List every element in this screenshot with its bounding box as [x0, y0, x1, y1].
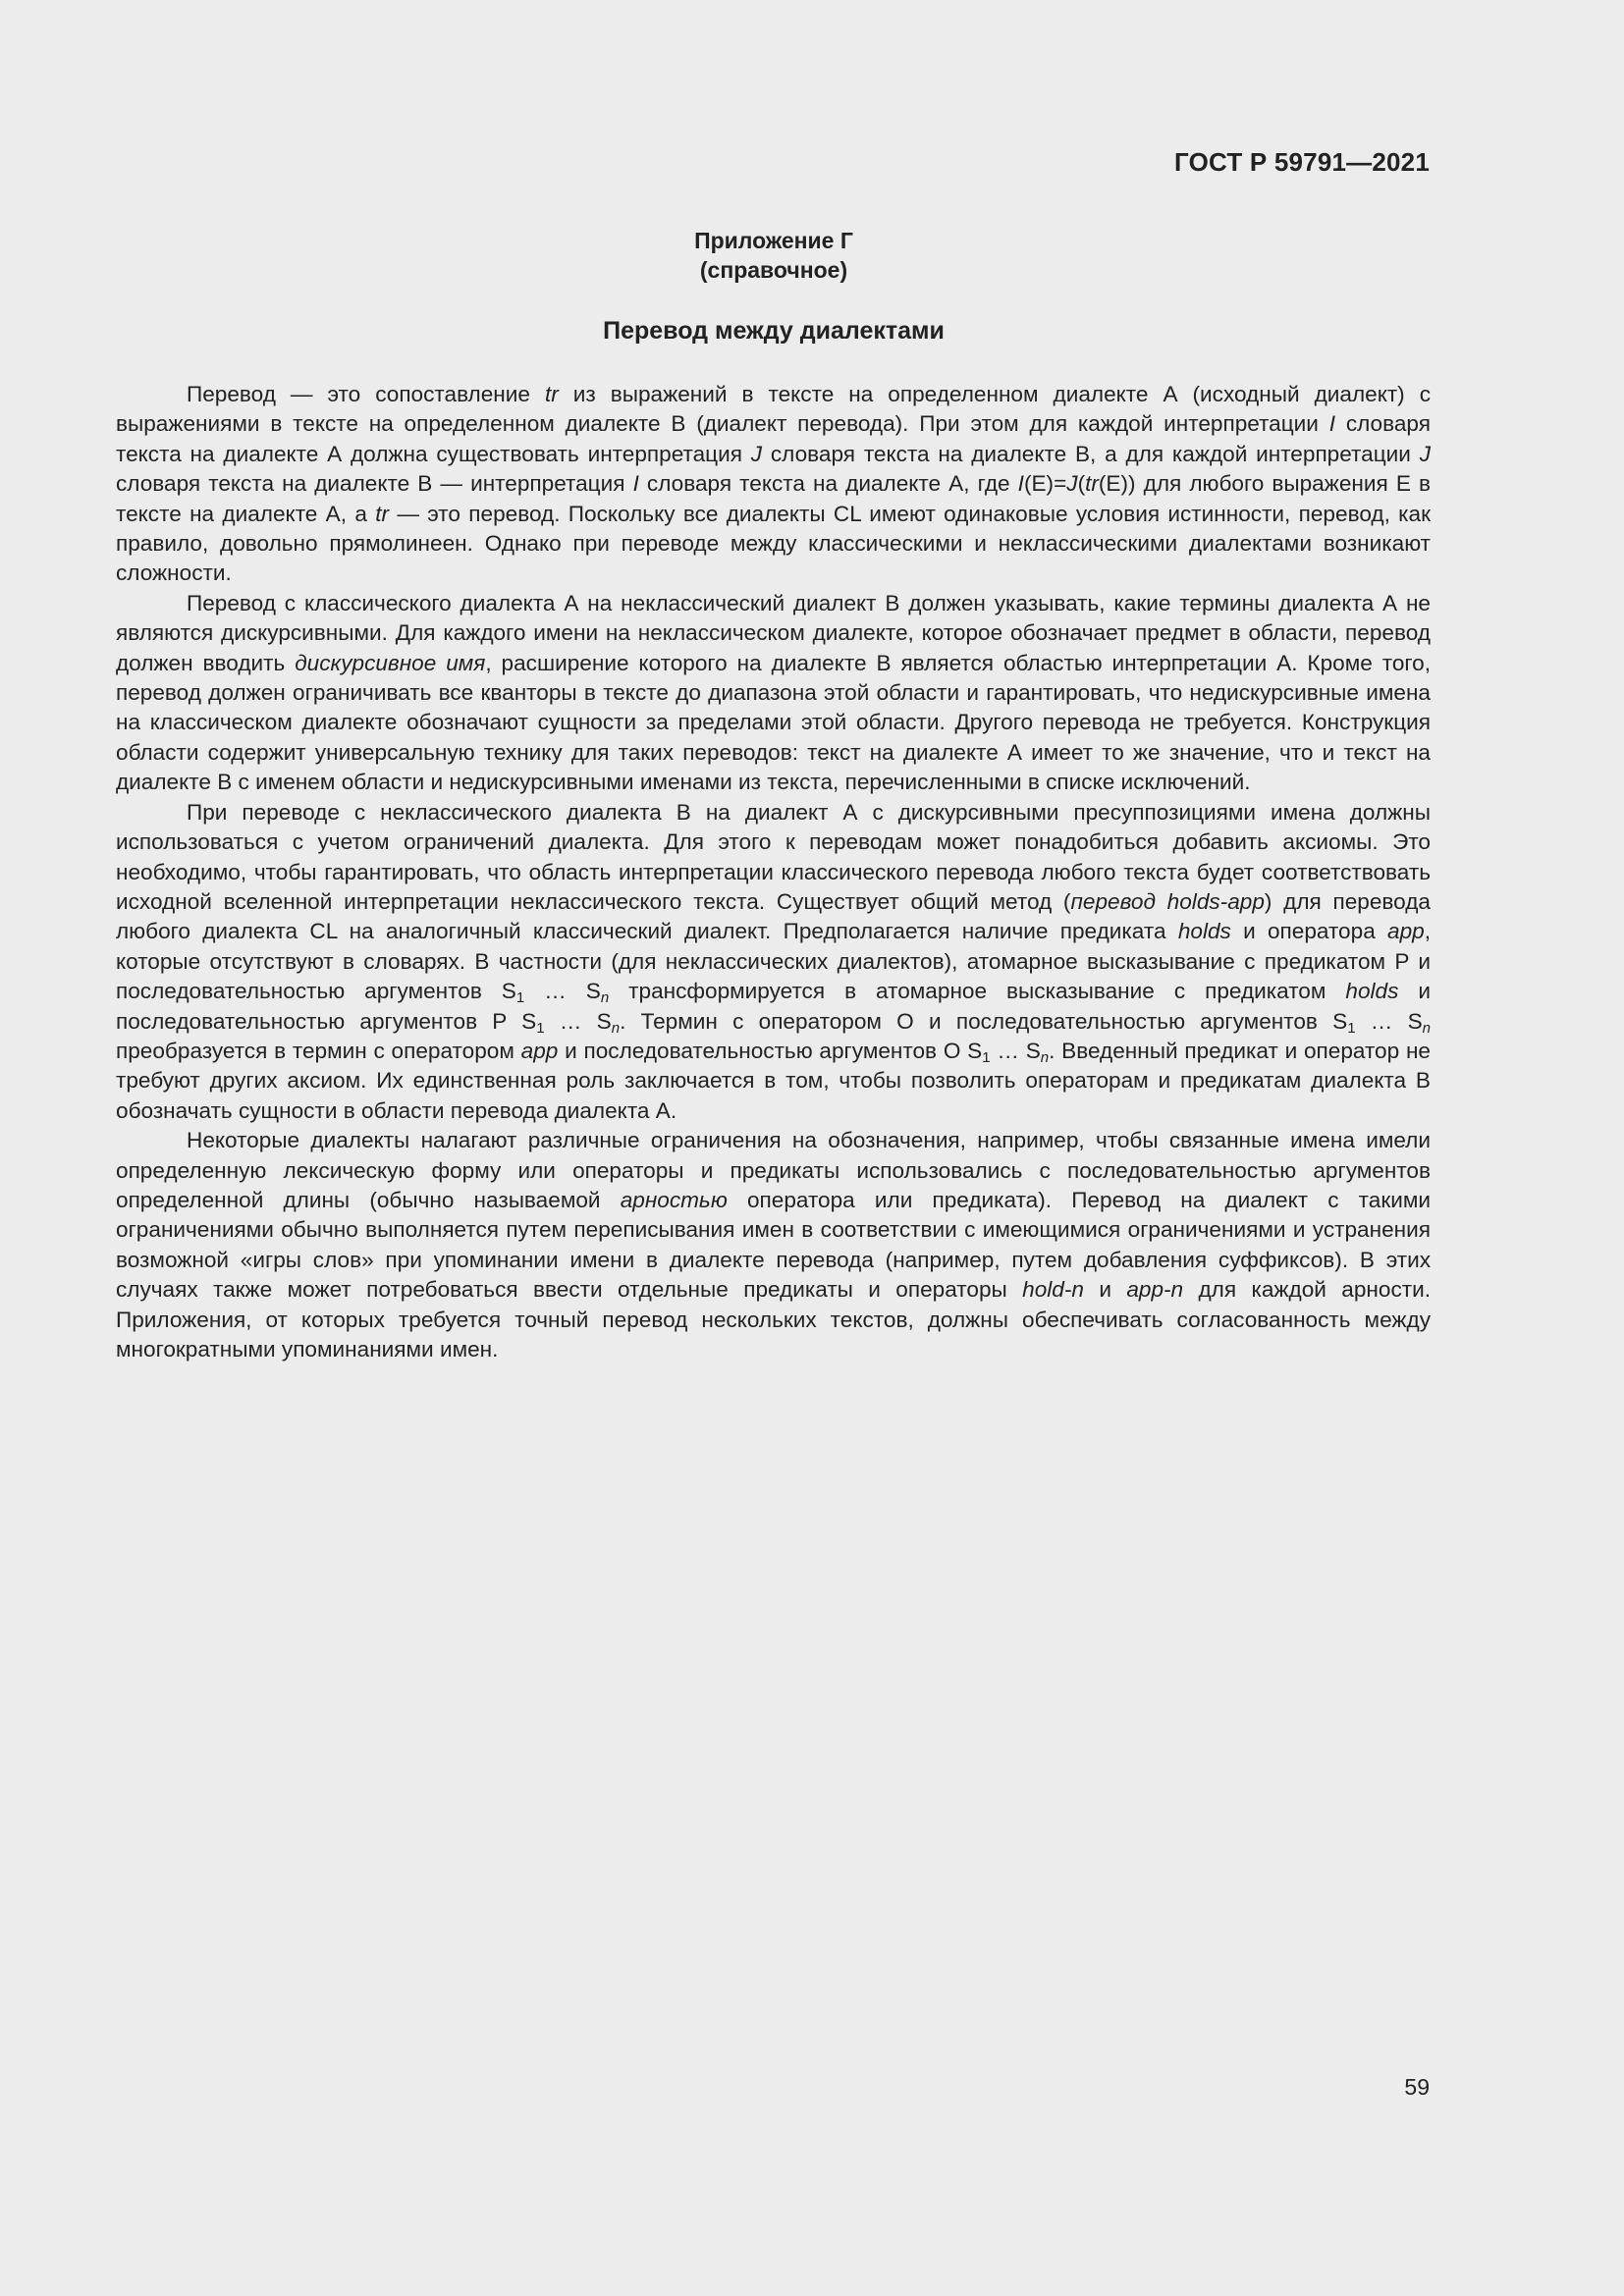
appendix-heading: [0, 226, 1547, 285]
paragraph-2: Перевод с классического диалекта А на неклассический диалект В должен указывать, какие термины диалекта А не являются дискурсивными. Для каждого имени на неклассическом диалекте, которое обозначает предмет в области, перевод должен вводить дискурсивное имя, расширение которого на диалекте В является областью интерпретации А. Кроме того, перевод должен ограничивать все кванторы в тексте до диапазона этой области и гарантировать, что недискурсивные имена на классическом диалекте обозначают сущности за пределами этой области. Другого перевода не требуется. Конструкция области содержит универсальную технику для таких переводов: текст на диалекте А имеет то же значение, что и текст на диалекте В с именем области и недискурсивными именами из текста, перечисленными в списке исключений.: [116, 590, 1431, 795]
body-text: [116, 380, 1431, 1364]
page-number: 59: [1404, 2074, 1430, 2100]
document-code: ГОСТ Р 59791—2021: [1174, 147, 1430, 177]
paragraph-1: Перевод — это сопоставление tr из выражений в тексте на определенном диалекте А (исходный диалект) с выражениями в тексте на определенном диалекте В (диалект перевода). При этом для каждой интерпретации I словаря текста на диалекте А должна существовать интерпретация J словаря текста на диалекте В, а для каждой интерпретации J словаря текста на диалекте В — интерпретация I словаря текста на диалекте А, где I(E)=J(tr(E)) для любого выражения E в тексте на диалекте А, а tr — это перевод. Поскольку все диалекты CL имеют одинаковые условия истинности, перевод, как правило, довольно прямолинеен. Однако при переводе между классическими и неклассическими диалектами возникают сложности.: [116, 382, 1431, 586]
appendix-label: Приложение Г: [694, 228, 853, 253]
appendix-type: (справочное): [699, 257, 848, 283]
section-title: Перевод между диалектами: [603, 317, 945, 345]
paragraph-3: При переводе с неклассического диалекта В на диалект А с дискурсивными пресуппозициями имена должны использоваться с учетом ограничений диалекта. Для этого к переводам может понадобиться добавить аксиомы. Это необходимо, чтобы гарантировать, что область интерпретации классического перевода любого текста будет соответствовать исходной вселенной интерпретации неклассического текста. Существует общий метод (перевод holds-app) для перевода любого диалекта CL на аналогичный классический диалект. Предполагается наличие предиката holds и оператора app, которые отсутствуют в словарях. В частности (для неклассических диалектов), атомарное высказывание с предикатом P и последовательностью аргументов $S_1$ … $S_n$ трансформируется в атомарное высказывание с предикатом holds и последовательностью аргументов P $S_1$ … $S_n$. Термин с оператором O и последовательностью аргументов $S_1$ … $S_n$ преобразуется в термин с оператором app и последовательностью аргументов O $S_1$ … $S_n$. Введенный предикат и оператор не требуют других аксиом. Их единственная роль заключается в том, чтобы позволить операторам и предикатам диалекта В обозначать сущности в области перевода диалекта А.: [116, 799, 1432, 1123]
paragraph-4: Некоторые диалекты налагают различные ограничения на обозначения, например, чтобы связанные имена имели определенную лексическую форму или операторы и предикаты использовались с последовательностью аргументов определенной длины (обычно называемой арностью оператора или предиката). Перевод на диалект с такими ограничениями обычно выполняется путем переписывания имен в соответствии с имеющимися ограничениями и устранения возможной «игры слов» при упоминании имени в диалекте перевода (например, путем добавления суффиксов). В этих случаях также может потребоваться ввести отдельные предикаты и операторы hold-n и app-n для каждой арности. Приложения, от которых требуется точный перевод нескольких текстов, должны обеспечивать согласованность между многократными упоминаниями имен.: [116, 1128, 1431, 1362]
